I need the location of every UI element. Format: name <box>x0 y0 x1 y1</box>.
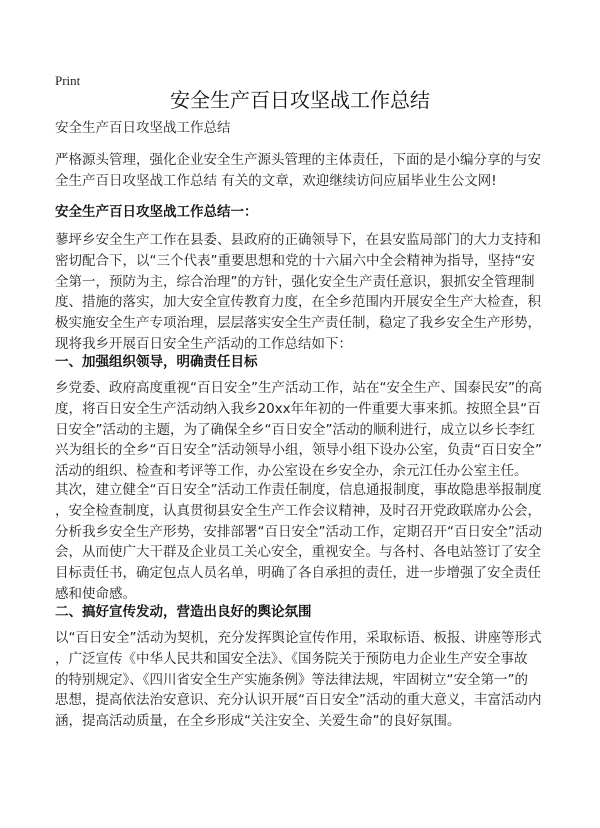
intro-paragraph: 严格源头管理，强化企业安全生产源头管理的主体责任，下面的是小编分享的与安 全生产百日攻坚战工作总结 有关的文章，欢迎继续访问应届毕业生公文网! <box>55 152 541 189</box>
document-title: 安全生产百日攻坚战工作总结 <box>170 88 430 112</box>
section-title: 安全生产百日攻坚战工作总结一： <box>55 204 258 220</box>
paragraph-4: 以“百日安全”活动为契机，充分发挥舆论宣传作用，采取标语、板报、讲座等形式 ，广泛宣传《中华人民共和国安全法》、《国务院关于预防电力企业生产安全事故 的特别规定》、《四川省安全生产实施条例》等法律法规，牢固树立“安全第一”的 思想，提高依法治安意识、充分认识开展“百日安全”活动的重大意义，丰富活动内 涵，提高活动质量，在全乡形成“关注安全、关爱生命”的良好氛围。 <box>55 630 542 730</box>
document-subtitle: 安全生产百日攻坚战工作总结 <box>55 120 231 136</box>
heading-1: 一、加强组织领导，明确责任目标 <box>55 354 258 370</box>
paragraph-1: 蓼坪乡安全生产工作在县委、县政府的正确领导下，在县安监局部门的大力支持和 密切配合下，以“三个代表”重要思想和党的十六届六中全会精神为指导，坚持“安 全第一，预防为主，综合治理”的方针，强化安全生产责任意识，狠抓安全管理制 度、措施的落实，加大安全宣传教育力度，在全乡范围内开展安全生产大检查，积 极实施安全生产专项治理，层层落实安全生产责任制，稳定了我乡安全生产形势， 现将我乡开展百日安全生产活动的工作总结如下： <box>55 232 541 352</box>
heading-2: 二、搞好宣传发动，营造出良好的舆论氛围 <box>55 604 312 620</box>
paragraph-2: 乡党委、政府高度重视“百日安全”生产活动工作，站在“安全生产、国泰民安”的高 度，将百日安全生产活动纳入我乡20xx年年初的一件重要大事来抓。按照全县“百 日安全”活动的主题，为了确保全乡“百日安全”活动的顺利进行，成立以乡长李红 兴为组长的全乡“百日安全”活动领导小组，领导小组下设办公室，负责“百日安全” 活动的组织、检查和考评等工作，办公室设在乡安全办，余元江任办公室主任。 <box>55 380 542 480</box>
paragraph-3: 其次，建立健全“百日安全”活动工作责任制度，信息通报制度，事故隐患举报制度 ，安全检查制度，认真贯彻县安全生产工作会议精神，及时召开党政联席办公会， 分析我乡安全生产形势，安排部署“百日安全”活动工作，定期召开“百日安全”活动 会，从而使广大干群及企业员工关心安全，重视安全。与各村、各电站签订了安全 目标责任书，确定包点人员名单，明确了各自承担的责任，进一步增强了安全责任 感和使命感。 <box>55 482 542 602</box>
print-link[interactable]: Print <box>55 73 81 88</box>
